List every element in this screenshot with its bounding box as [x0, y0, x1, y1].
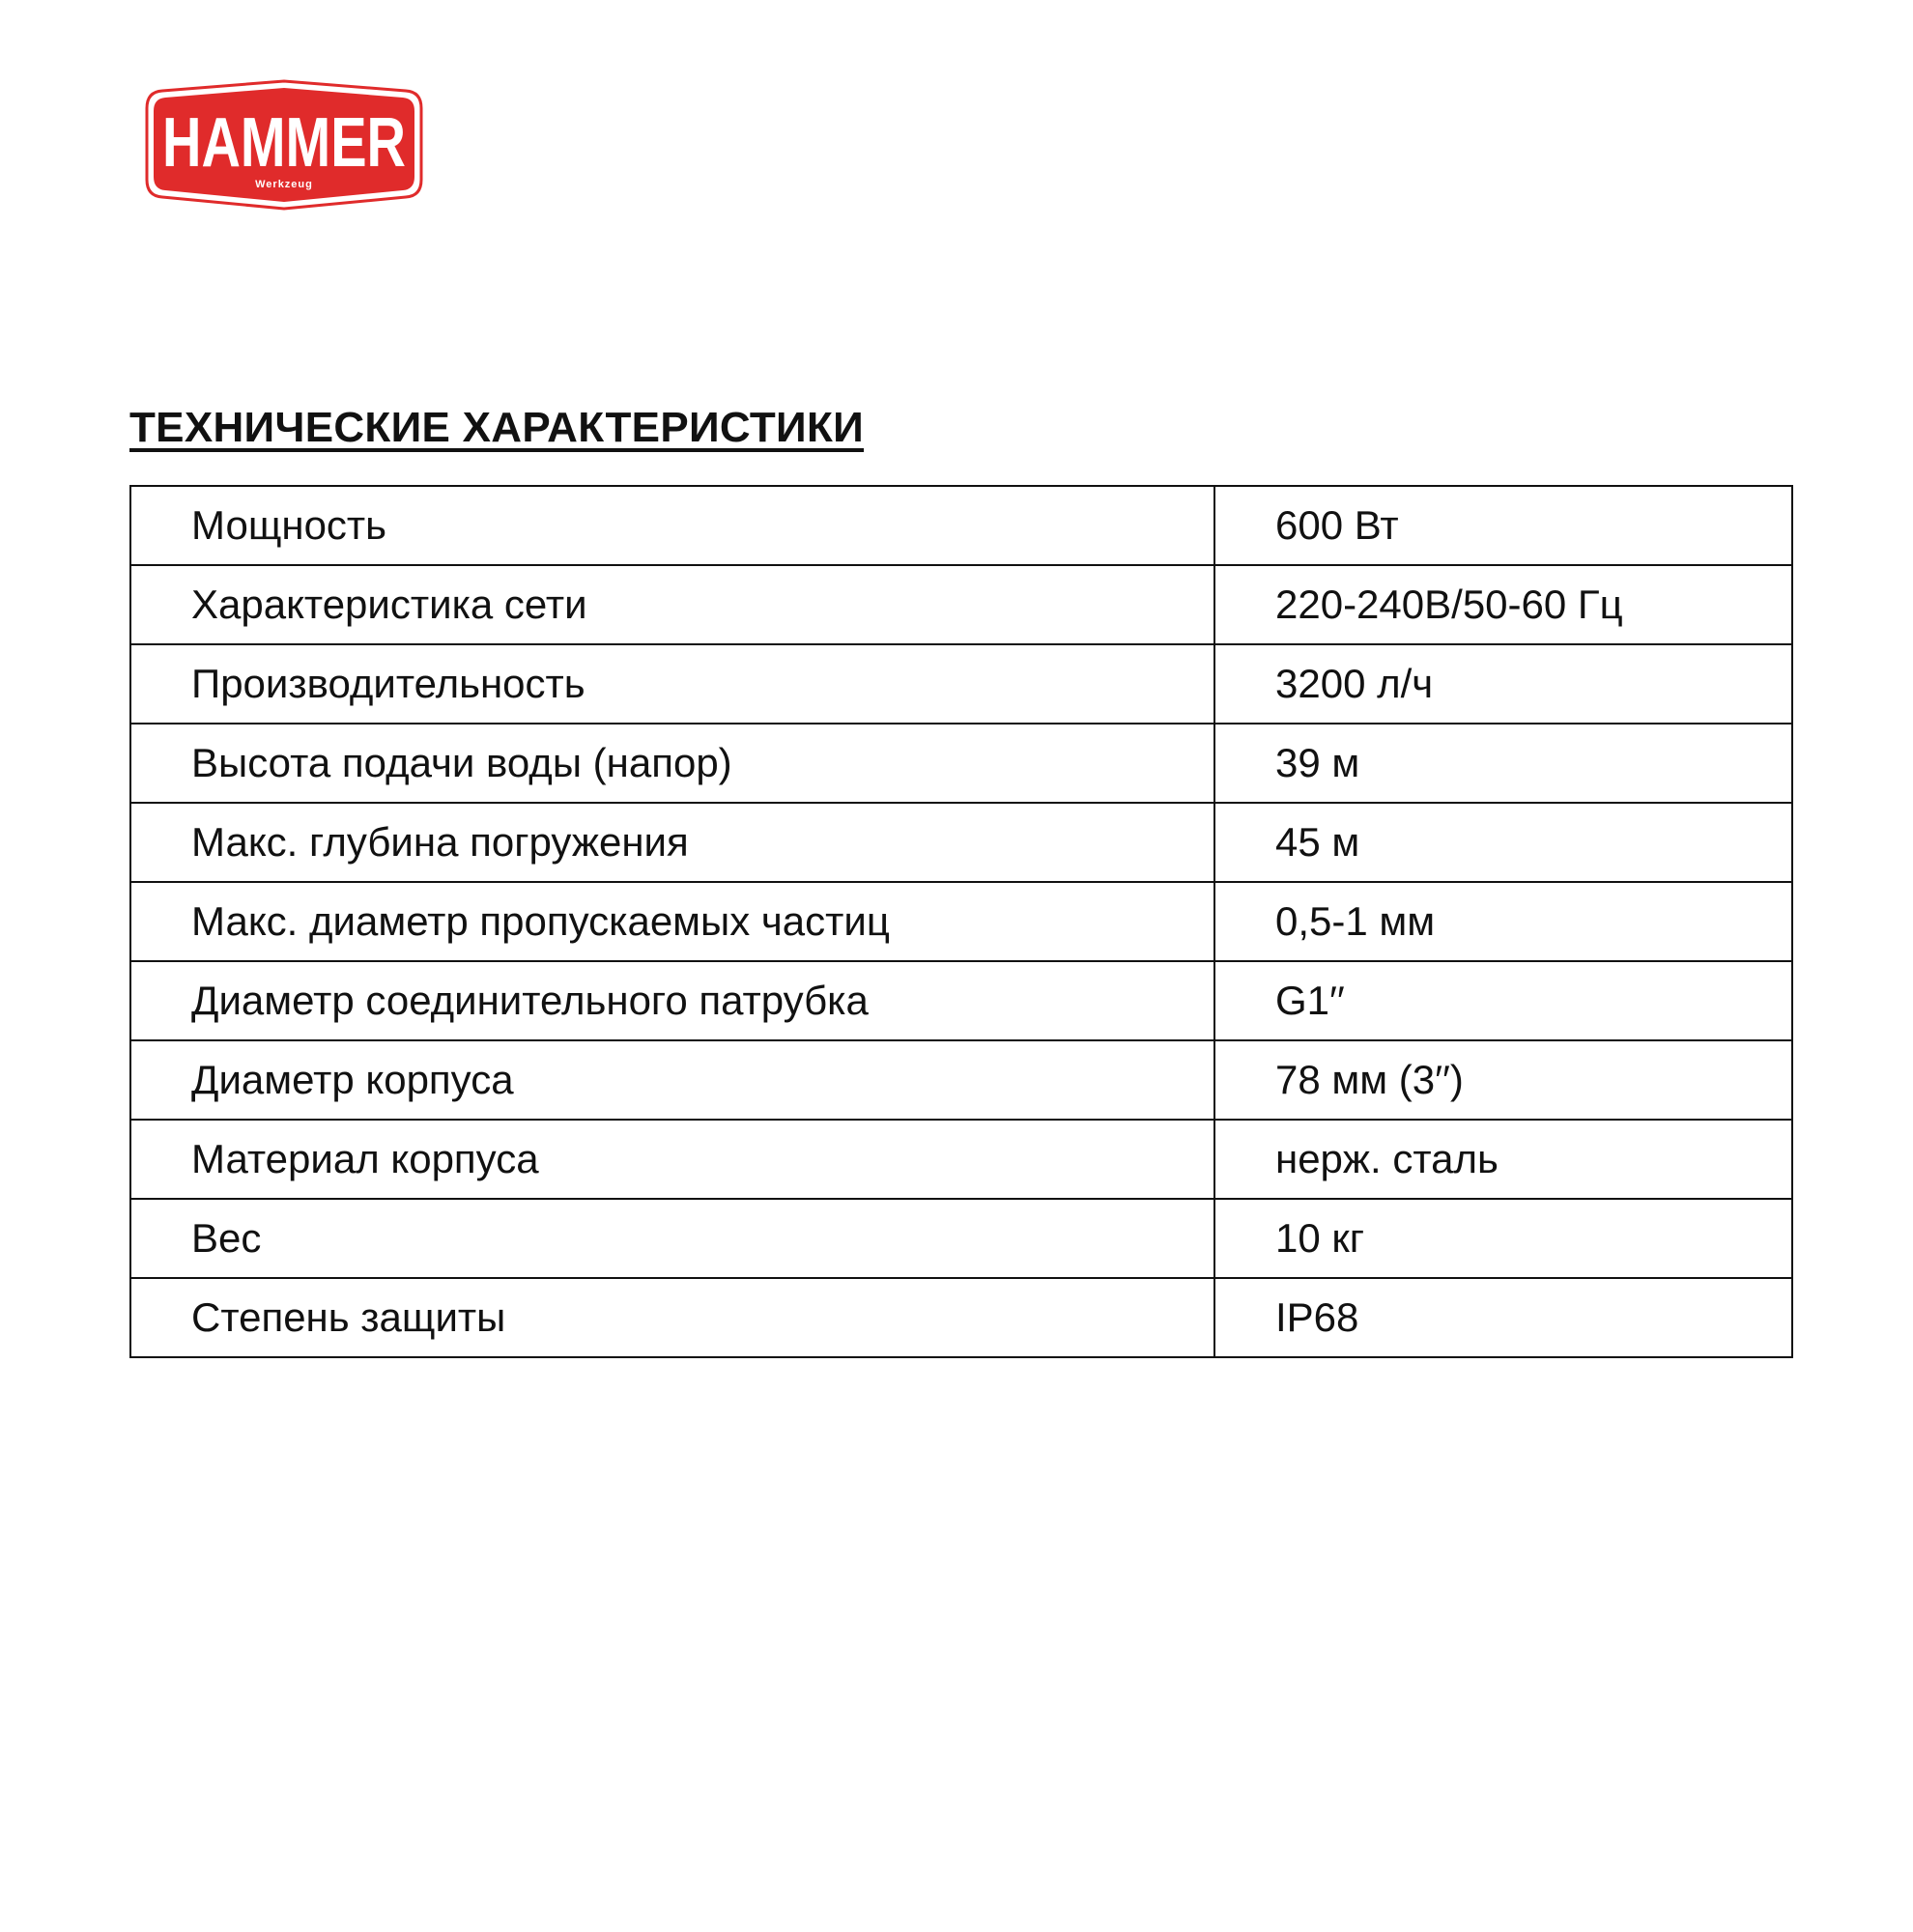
- spec-param: Вес: [130, 1199, 1214, 1278]
- table-row: [130, 724, 1792, 803]
- spec-value: 45 м: [1214, 803, 1792, 882]
- spec-param: Материал корпуса: [130, 1120, 1214, 1199]
- spec-param: Диаметр соединительного патрубка: [130, 961, 1214, 1040]
- table-row: [130, 1120, 1792, 1199]
- table-row: [130, 1278, 1792, 1357]
- logo-brand-text: HAMMER: [162, 104, 406, 182]
- table-row: [130, 486, 1792, 565]
- table-row: [130, 1040, 1792, 1120]
- table-row: [130, 803, 1792, 882]
- logo-tagline-text: Werkzeug: [255, 179, 313, 190]
- table-row: [130, 565, 1792, 644]
- table-row: [130, 1199, 1792, 1278]
- spec-value: 78 мм (3′′): [1214, 1040, 1792, 1120]
- spec-value: G1′′: [1214, 961, 1792, 1040]
- spec-param: Мощность: [130, 486, 1214, 565]
- spec-value: 220-240В/50-60 Гц: [1214, 565, 1792, 644]
- table-row: [130, 961, 1792, 1040]
- page-title: ТЕХНИЧЕСКИЕ ХАРАКТЕРИСТИКИ: [129, 404, 865, 451]
- spec-param: Диаметр корпуса: [130, 1040, 1214, 1120]
- spec-value: нерж. сталь: [1214, 1120, 1792, 1199]
- spec-value: IP68: [1214, 1278, 1792, 1357]
- spec-value: 0,5-1 мм: [1214, 882, 1792, 961]
- spec-param: Макс. диаметр пропускаемых частиц: [130, 882, 1214, 961]
- spec-param: Высота подачи воды (напор): [130, 724, 1214, 803]
- spec-value: 600 Вт: [1214, 486, 1792, 565]
- spec-param: Производительность: [130, 644, 1214, 724]
- spec-value: 3200 л/ч: [1214, 644, 1792, 724]
- spec-param: Степень защиты: [130, 1278, 1214, 1357]
- spec-value: 10 кг: [1214, 1199, 1792, 1278]
- table-row: [130, 882, 1792, 961]
- spec-param: Характеристика сети: [130, 565, 1214, 644]
- specs-table: [129, 485, 1793, 1358]
- spec-value: 39 м: [1214, 724, 1792, 803]
- hammer-logo: [141, 79, 427, 211]
- spec-param: Макс. глубина погружения: [130, 803, 1214, 882]
- table-row: [130, 644, 1792, 724]
